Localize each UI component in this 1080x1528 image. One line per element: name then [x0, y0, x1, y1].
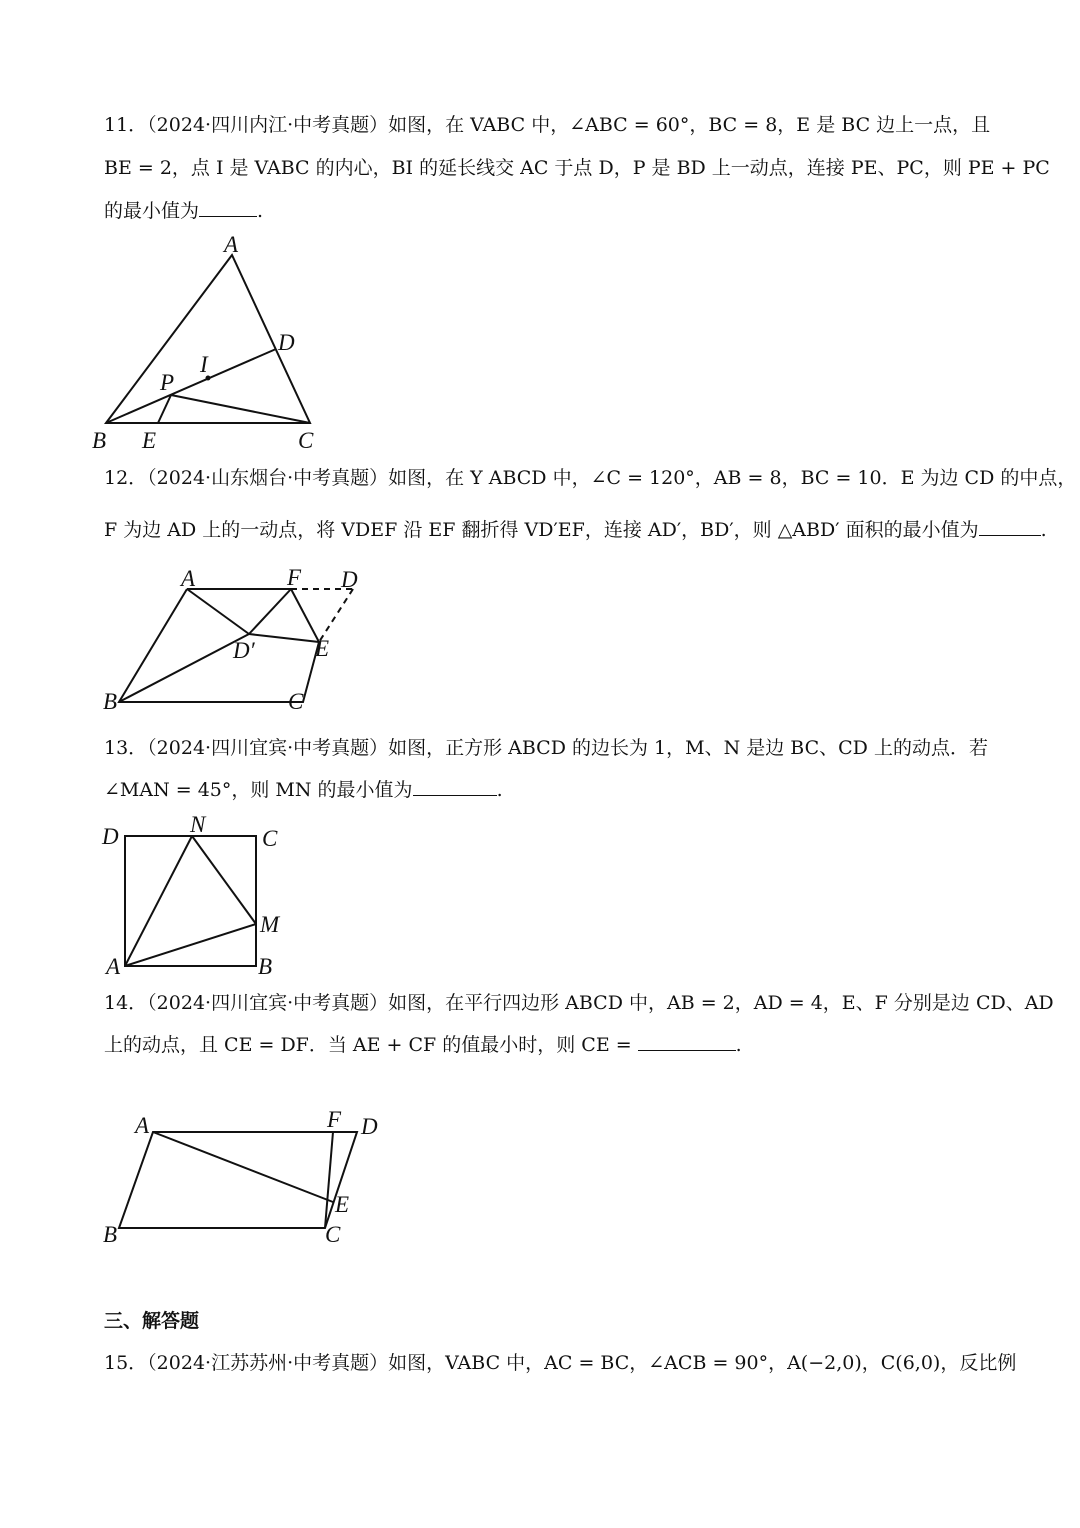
q15-line-1: 15．（2024·江苏苏州·中考真题）如图，VABC 中，AC = BC，∠ACB = 90°，A(−2,0)，C(6,0)，反比例 — [104, 1352, 1017, 1374]
q12-line-1: 12．（2024·山东烟台·中考真题）如图，在 Y ABCD 中，∠C = 120°，AB = 8，BC = 10．E 为边 CD 的中点， — [104, 467, 1077, 489]
q11-label-a: A — [224, 232, 239, 257]
q12-label-d-prime: D′ — [233, 638, 255, 663]
q11-figure — [90, 228, 340, 458]
q14-line-1: 14．（2024·四川宜宾·中考真题）如图，在平行四边形 ABCD 中，AB = 2，AD = 4，E、F 分别是边 CD、AD — [104, 992, 1054, 1014]
q14-label-c: C — [325, 1222, 341, 1247]
q13-label-b: B — [258, 954, 273, 979]
q14-label-f: F — [327, 1107, 342, 1132]
q14-label-e: E — [335, 1192, 350, 1217]
q11-tail: . — [257, 200, 264, 222]
q11-line-2: BE = 2，点 I 是 VABC 的内心，BI 的延长线交 AC 于点 D，P 是 BD 上一动点，连接 PE、PC，则 PE + PC — [104, 157, 1050, 179]
q14-line-2 — [104, 1032, 980, 1058]
q11-label-b: B — [92, 428, 107, 453]
q12-label-c: C — [288, 689, 304, 714]
q14-figure — [95, 1102, 395, 1252]
q14-answer-blank — [638, 1032, 736, 1051]
q11-line-3-text: 的最小值为 — [104, 200, 200, 222]
q12-label-f: F — [287, 565, 302, 590]
q12-figure — [95, 560, 385, 720]
q13-label-d: D — [102, 824, 119, 849]
q13-tail: . — [496, 779, 503, 801]
q14-line-2-text: 上的动点，且 CE = DF．当 AE + CF 的值最小时，则 CE = — [104, 1034, 632, 1056]
q13-answer-blank — [413, 777, 497, 796]
q12-segment-fe — [291, 589, 319, 642]
q14-label-d: D — [361, 1114, 378, 1139]
q11-segment-pc — [171, 395, 310, 423]
q14-parallelogram — [119, 1132, 357, 1228]
q12-answer-blank — [979, 517, 1041, 536]
q13-line-2-text: ∠MAN = 45°，则 MN 的最小值为 — [104, 779, 413, 801]
q14-label-a: A — [135, 1113, 150, 1138]
q11-label-p: P — [160, 370, 175, 395]
q12-label-b: B — [103, 689, 118, 714]
q12-sides-dab-bc-ce — [119, 589, 319, 702]
q11-answer-blank — [199, 198, 257, 217]
q12-label-d: D — [341, 567, 358, 592]
q11-label-i: I — [200, 352, 208, 377]
q13-square — [125, 836, 256, 966]
q11-label-e: E — [142, 428, 157, 453]
q12-label-e: E — [315, 636, 330, 661]
q12-dashed-de — [319, 589, 353, 642]
q12-line-2 — [104, 517, 1047, 543]
q14-segment-ae — [153, 1132, 333, 1202]
q12-segment-d1e — [249, 634, 319, 642]
q14-tail: . — [735, 1034, 742, 1056]
q13-segment-nm — [192, 836, 256, 924]
q11-line-1: 11．（2024·四川内江·中考真题）如图，在 VABC 中，∠ABC = 60°，BC = 8，E 是 BC 边上一点，且 — [104, 114, 991, 136]
q13-label-c: C — [262, 826, 278, 851]
q13-segment-am — [125, 924, 256, 966]
q13-label-a: A — [106, 954, 121, 979]
q13-segment-an — [125, 836, 192, 966]
q11-label-c: C — [298, 428, 314, 453]
q13-label-n: N — [190, 812, 206, 837]
q12-tail: . — [1040, 519, 1047, 541]
q13-line-1: 13．（2024·四川宜宾·中考真题）如图，正方形 ABCD 的边长为 1，M、N 是边 BC、CD 上的动点．若 — [104, 737, 988, 759]
q13-label-m: M — [260, 912, 280, 937]
section-title: 三、解答题 — [104, 1310, 200, 1332]
q13-figure — [100, 812, 300, 982]
q14-label-b: B — [103, 1222, 118, 1247]
q11-line-3 — [104, 198, 980, 224]
q12-segment-d1f — [249, 589, 291, 634]
q11-label-d: D — [278, 330, 295, 355]
q12-line-2-text: F 为边 AD 上的一动点，将 VDEF 沿 EF 翻折得 VD′EF，连接 AD′，BD′，则 △ABD′ 面积的最小值为 — [104, 519, 979, 541]
q12-segment-ad1 — [187, 589, 249, 634]
q13-line-2 — [104, 777, 980, 803]
q12-label-a: A — [181, 566, 196, 591]
